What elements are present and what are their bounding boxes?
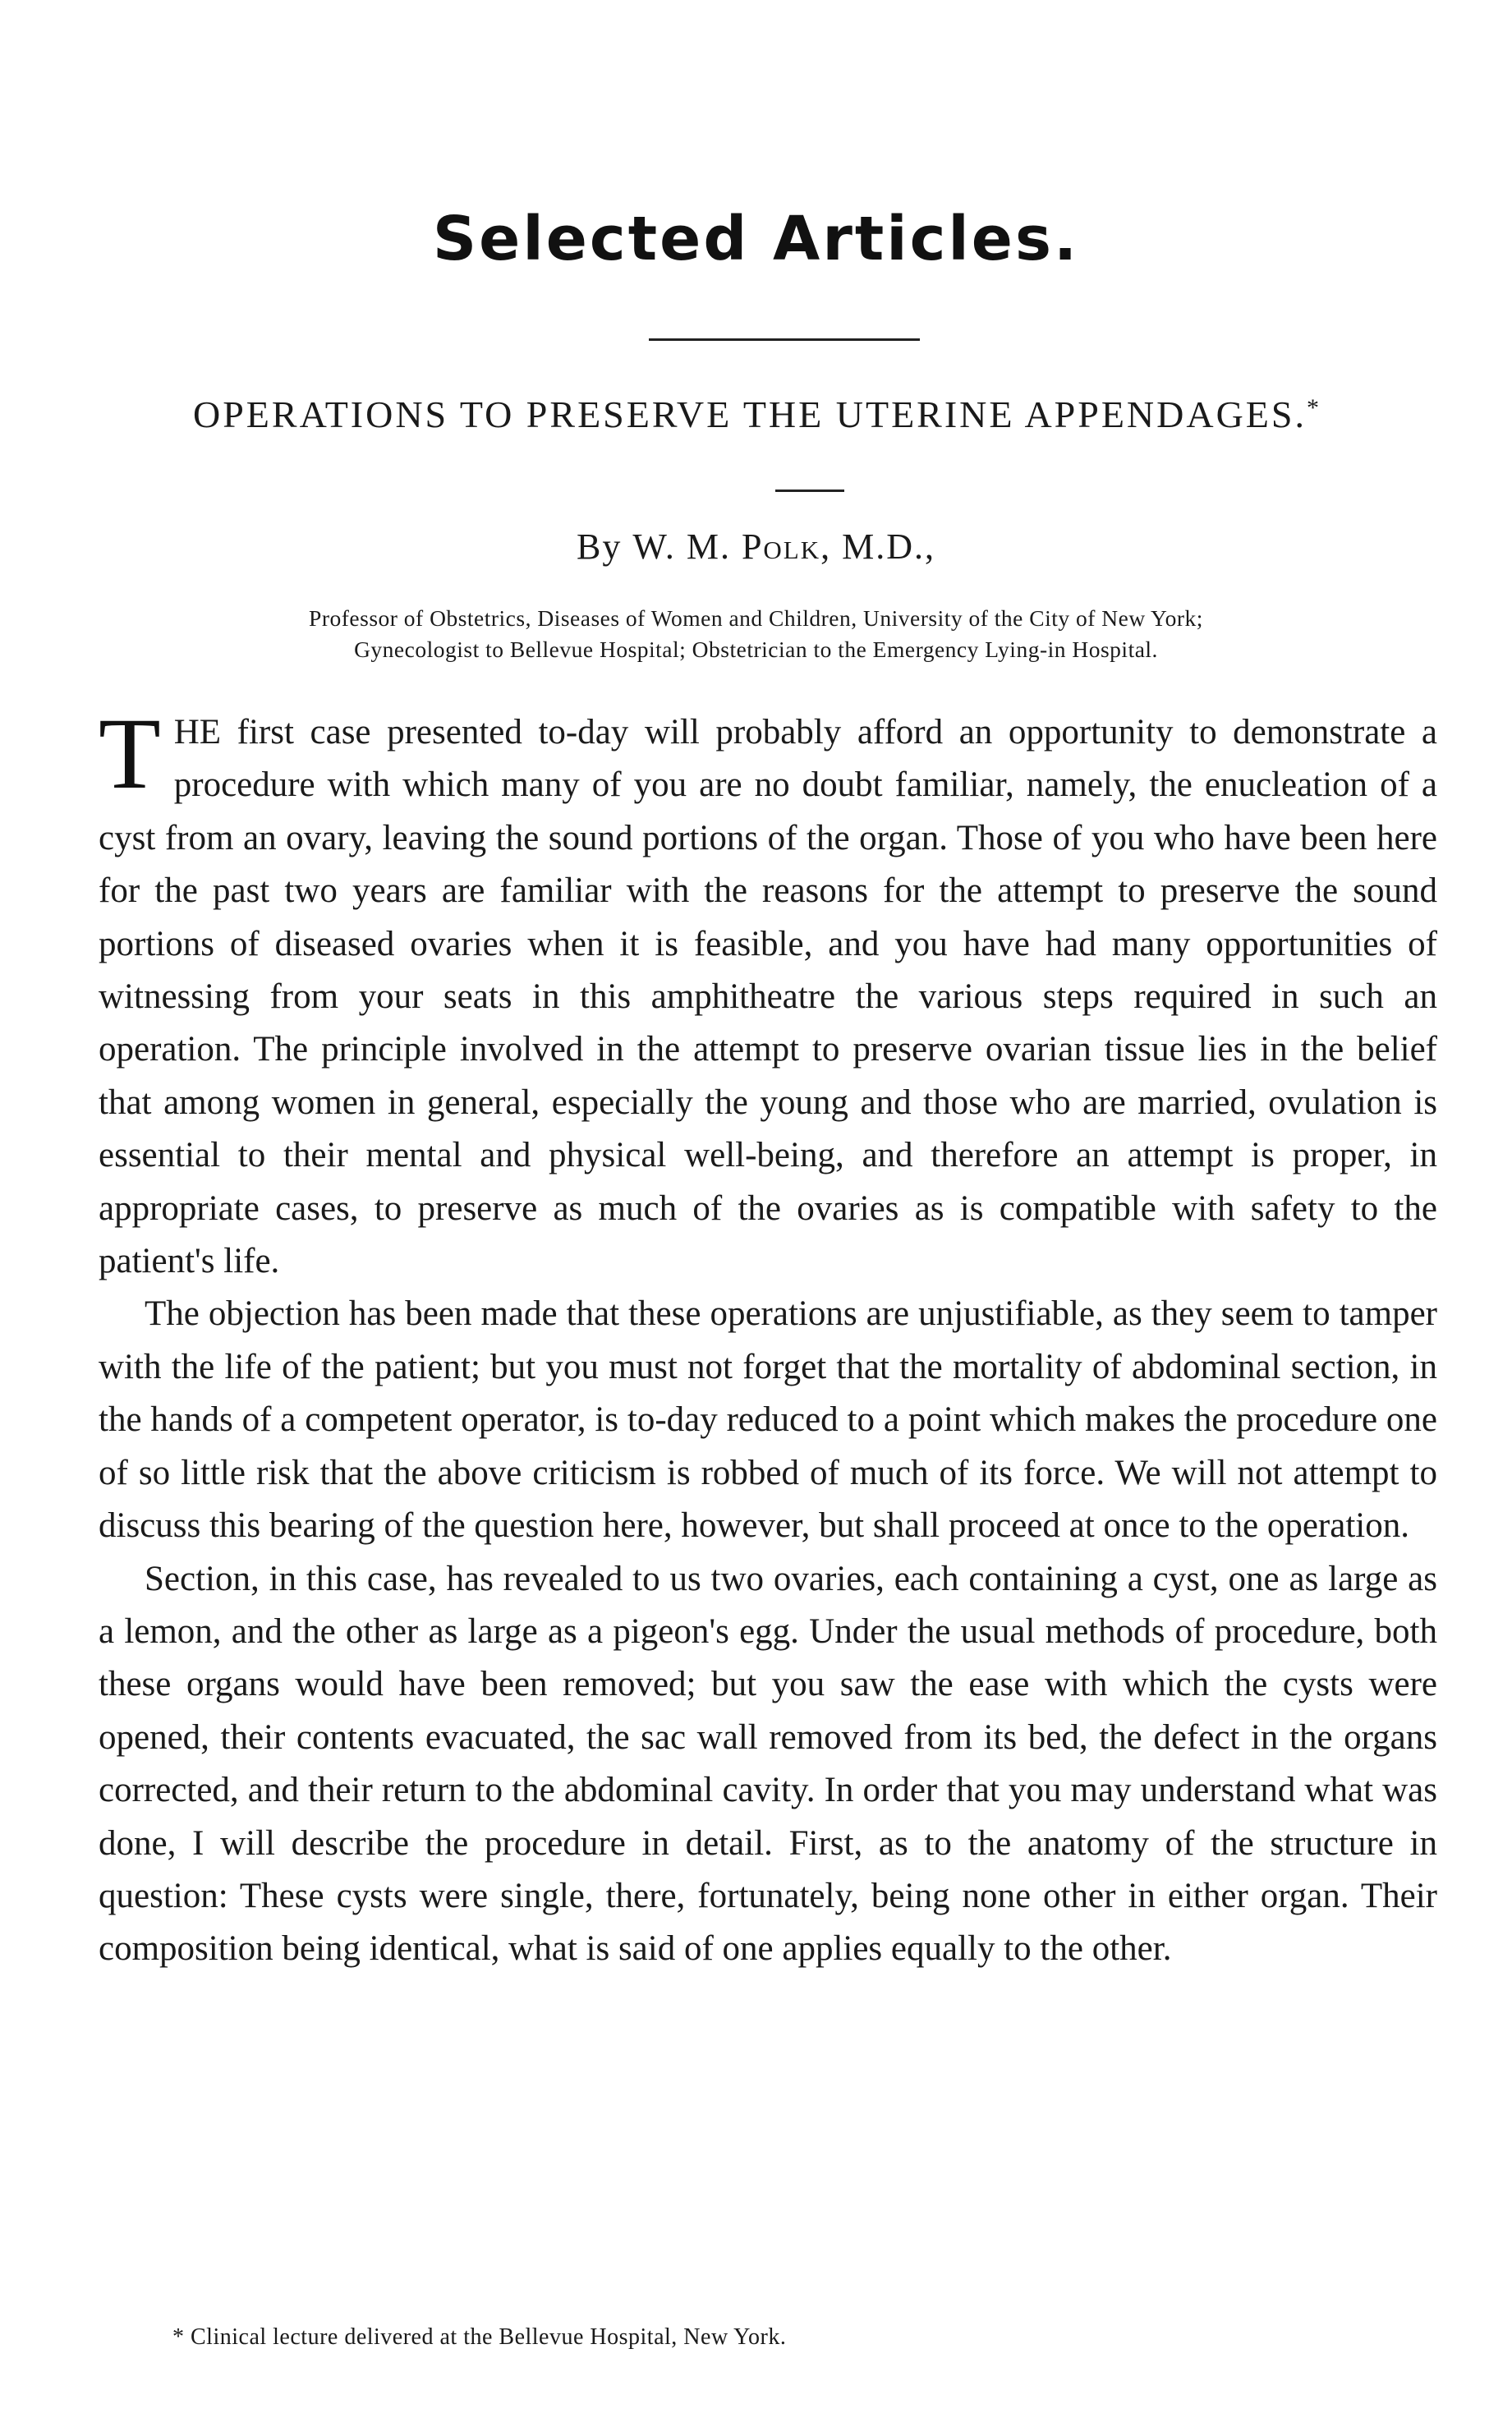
affiliation-line: Professor of Obstetrics, Diseases of Women and Children, University of the City of New York; [309, 605, 1203, 631]
footnote: * Clinical lecture delivered at the Bellevue Hospital, New York. [172, 2324, 787, 2350]
article-body [99, 697, 1437, 1976]
byline [0, 526, 1512, 568]
article-title [49, 393, 1463, 436]
author-name: W. M. Polk, M.D., [632, 526, 936, 567]
body-paragraph [99, 697, 1437, 1288]
article-title-text: OPERATIONS TO PRESERVE THE UTERINE APPENDAGES. [193, 393, 1307, 435]
paragraph-text: HE first case presented to-day will probably afford an opportunity to demonstrate a procedure with which many of you are no doubt familiar, namely, the enucleation of a cyst from an ovary, leaving the sound portions of the organ. Those of you who have been here for the past two years are familiar with the reasons for the attempt to preserve the sound portions of diseased ovaries when it is feasible, and you have had many opportunities of witnessing from your seats in this amphitheatre the various steps required in such an operation. The principle involved in the attempt to preserve ovarian tissue lies in the belief that among women in general, especially the young and those who are married, ovulation is essential to their mental and physical well-being, and therefore an attempt is proper, in appropriate cases, to preserve as much of the ovaries as is compatible with safety to the patient's life. [99, 713, 1437, 1281]
section-heading: Selected Articles. [432, 204, 1080, 274]
drop-cap: T [99, 697, 161, 810]
title-divider [775, 490, 844, 492]
heading-divider [649, 338, 920, 341]
body-paragraph: The objection has been made that these operations are unjustifiable, as they seem to tamper with the life of the patient; but you must not forget that the mortality of abdominal section, in the hands of a competent operator, is to-day reduced to a point which makes the procedure one of so little risk that the above criticism is robbed of much of its force. We will not attempt to discuss this bearing of the question here, however, but shall proceed at once to the operation. [99, 1294, 1437, 1546]
byline-prefix: By [576, 526, 623, 567]
affiliation-line: Gynecologist to Bellevue Hospital; Obstetrician to the Emergency Lying-in Hospital. [354, 637, 1158, 662]
footnote-marker: * [1307, 394, 1319, 421]
body-paragraph: Section, in this case, has revealed to us two ovaries, each containing a cyst, one as large as a lemon, and the other as large as a pigeon's egg. Under the usual methods of procedure, both these organs would have been removed; but you saw the ease with which the cysts were opened, their contents evacuated, the sac wall removed from its bed, the defect in the organs corrected, and their return to the abdominal cavity. In order that you may understand what was done, I will describe the procedure in detail. First, as to the anatomy of the structure in question: These cysts were single, there, fortunately, being none other in either organ. Their composition being identical, what is said of one applies equally to the other. [99, 1559, 1437, 1969]
author-affiliation [107, 603, 1405, 665]
